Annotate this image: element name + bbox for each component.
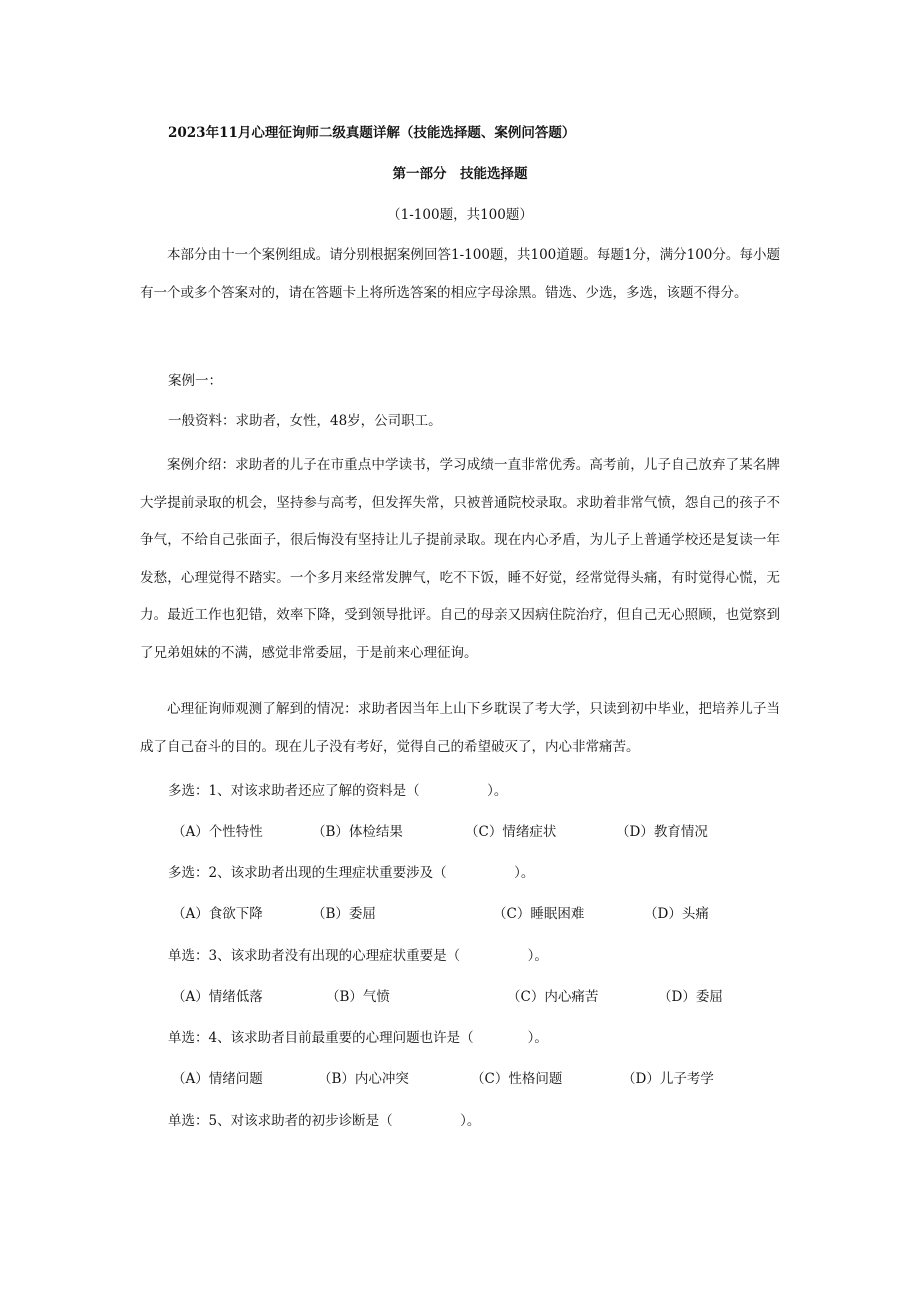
q4-option-d: （D）儿子考学 xyxy=(622,1071,714,1087)
q4-option-b: （B）内心冲突 xyxy=(318,1071,409,1087)
case-intro-paragraph: 案例介绍：求助者的儿子在市重点中学读书，学习成绩一直非常优秀。高考前，儿子自己放弃了某名牌大学提前录取的机会，坚持参与高考，但发挥失常，只被普通院校录取。求助着非常气愤，怨自己的孩子不争气，不给自己张面子，很后悔没有坚持让儿子提前录取。现在内心矛盾，为儿子上普通学校还是复读一年发愁，心理觉得不踏实。一个多月来经常发脾气，吃不下饭，睡不好觉，经常觉得头痛，有时觉得心慌，无力。最近工作也犯错，效率下降，受到领导批评。自己的母亲又因病住院治疗，但自己无心照顾，也觉察到了兄弟姐妹的不满，感觉非常委屈，于是前来心理征询。 xyxy=(140,457,780,661)
q3-option-c: （C）内心痛苦 xyxy=(507,989,599,1005)
q2-option-b: （B）委屈 xyxy=(312,906,376,922)
q4-option-a: （A）情绪问题 xyxy=(172,1071,263,1087)
intro-paragraph: 本部分由十一个案例组成。请分别根据案例回答1-100题，共100道题。每题1分，满分100分。每小题有一个或多个答案对的，请在答题卡上将所选答案的相应字母涂黑。错选、少选，多选，该题不得分。 xyxy=(140,247,780,301)
q1-option-d: （D）教育情况 xyxy=(616,824,708,840)
q3-option-b: （B）气愤 xyxy=(326,989,390,1005)
q1-option-b: （B）体检结果 xyxy=(312,824,403,840)
question-range: （1-100题，共100题） xyxy=(387,207,533,223)
q2-option-a: （A）食欲下降 xyxy=(172,906,263,922)
question-4: 单选：4、该求助者目前最重要的心理问题也许是（ ）。 xyxy=(168,1030,548,1046)
q3-option-a: （A）情绪低落 xyxy=(172,989,263,1005)
question-2: 多选：2、该求助者出现的生理症状重要涉及（ ）。 xyxy=(168,865,535,881)
q3-option-d: （D）委屈 xyxy=(658,989,723,1005)
question-1: 多选：1、对该求助者还应了解的资料是（ ）。 xyxy=(168,783,508,799)
document-title: 2023年11月心理征询师二级真题详解（技能选择题、案例问答题） xyxy=(168,125,576,141)
q2-option-c: （C）睡眠困难 xyxy=(493,906,585,922)
q2-option-d: （D）头痛 xyxy=(644,906,709,922)
q4-option-c: （C）性格问题 xyxy=(471,1071,563,1087)
case-label: 案例一： xyxy=(168,373,222,389)
observation-paragraph: 心理征询师观测了解到的情况：求助者因当年上山下乡耽误了考大学，只读到初中毕业，把培养儿子当成了自己奋斗的目的。现在儿子没有考好，觉得自己的希望破灭了，内心非常痛苦。 xyxy=(140,701,780,755)
question-5: 单选：5、对该求助者的初步诊断是（ ）。 xyxy=(168,1113,481,1129)
q1-option-a: （A）个性特性 xyxy=(172,824,263,840)
part-heading: 第一部分 技能选择题 xyxy=(392,166,528,182)
general-info: 一般资料：求助者，女性，48岁，公司职工。 xyxy=(168,413,442,429)
question-3: 单选：3、该求助者没有出现的心理症状重要是（ ）。 xyxy=(168,948,548,964)
q1-option-c: （C）情绪症状 xyxy=(465,824,557,840)
